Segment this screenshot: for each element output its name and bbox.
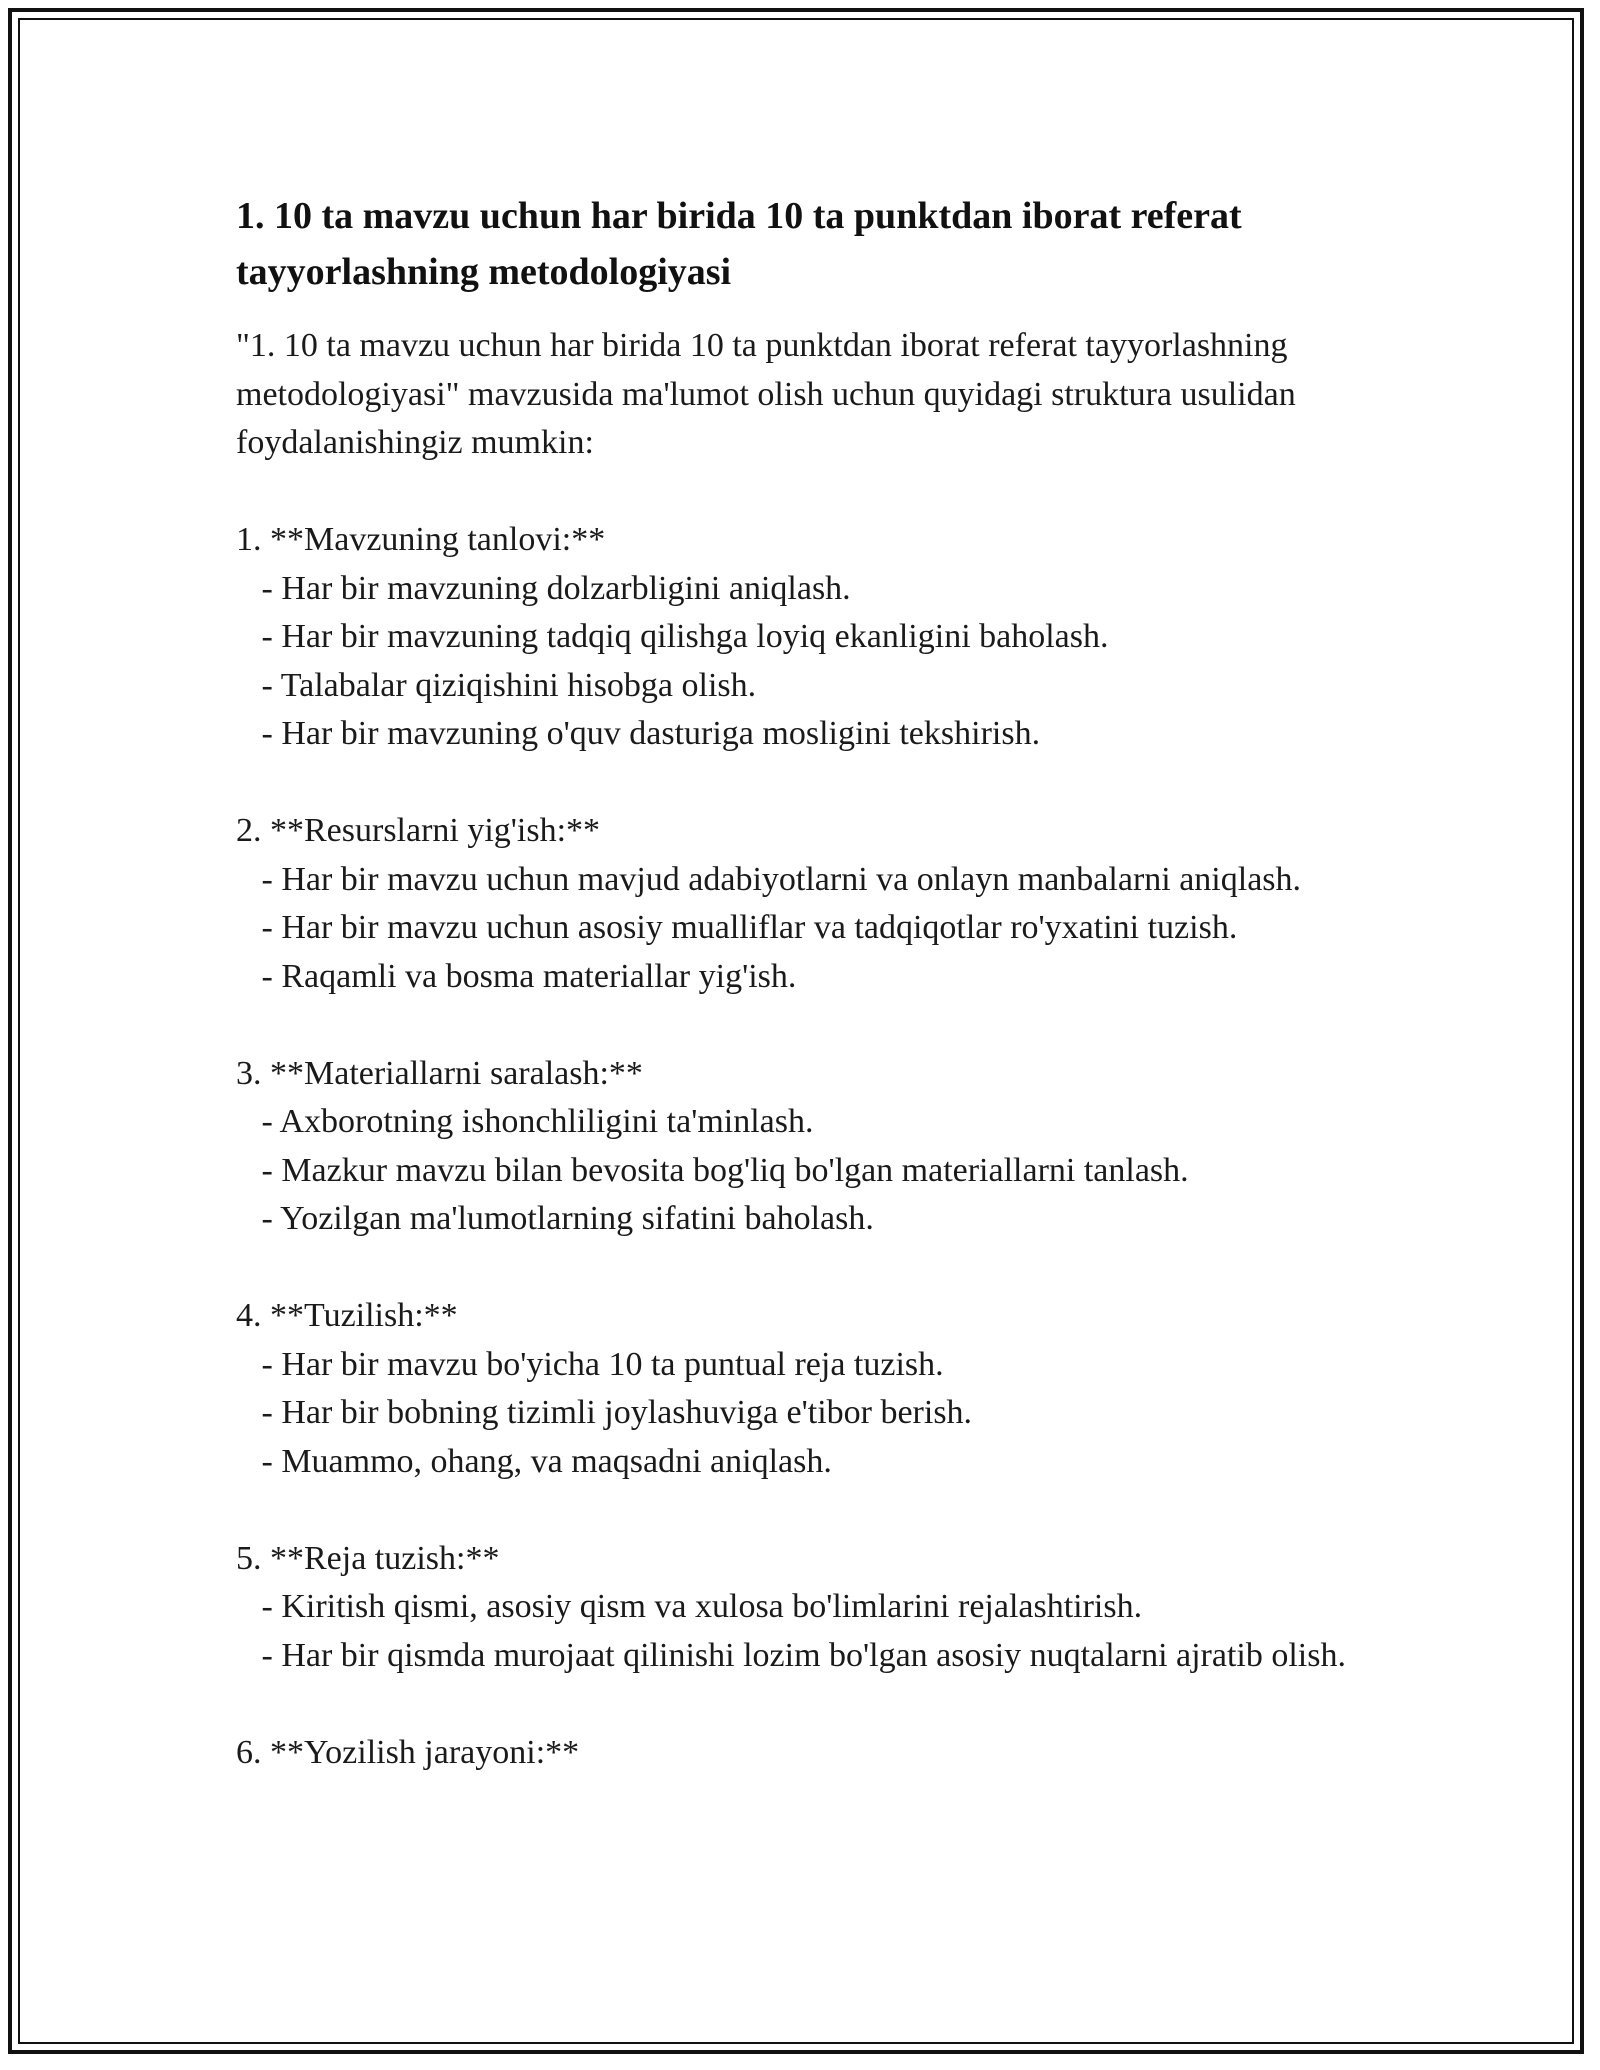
section-heading: 5. **Reja tuzish:** [236,1539,500,1577]
bullet-item [236,1389,1366,1438]
bullet-item [236,1438,1366,1487]
section-heading: 2. **Resurslarni yig'ish:** [236,812,601,849]
bullet-item [236,662,1366,711]
bullet-text: Har bir mavzuning tadqiq qilishga loyiq ekanligini baholash. [281,618,1109,655]
section-3 [236,1050,1366,1244]
bullet-text: Axborotning ishonchliligini ta'minlash. [279,1103,814,1140]
bullet-text: Mazkur mavzu bilan bevosita bog'liq bo'lgan materiallarni tanlash. [281,1151,1189,1189]
bullet-text: Har bir mavzu bo'yicha 10 ta puntual reja tuzish. [281,1345,944,1383]
bullet-item [236,904,1366,953]
section-2 [236,807,1366,1001]
bullet-item [236,1147,1366,1196]
bullet-text: Kiritish qismi, asosiy qism va xulosa bo'limlarini rejalashtirish. [281,1588,1143,1625]
bullet-dash: - [236,1442,282,1480]
section-heading: 4. **Tuzilish:** [236,1297,458,1334]
bullet-dash: - [236,569,282,607]
bullet-dash: - [236,618,282,655]
bullet-dash: - [236,1588,282,1625]
sections-container [236,516,1366,1777]
section-heading: 3. **Materiallarni saralash:** [236,1054,643,1092]
bullet-text: Yozilgan ma'lumotlarning sifatini baholash. [280,1200,874,1237]
bullet-dash: - [236,1394,282,1431]
bullet-text: Muammo, ohang, va maqsadni aniqlash. [281,1442,832,1480]
bullet-dash: - [236,1200,281,1237]
bullet-dash: - [236,1103,280,1140]
bullet-dash: - [236,715,282,752]
bullet-item [236,710,1366,759]
bullet-item [236,1632,1366,1681]
bullet-text: Har bir qismda murojaat qilinishi lozim bo'lgan asosiy nuqtalarni ajratib olish. [281,1636,1346,1674]
bullet-dash: - [236,909,282,946]
bullet-text: Har bir mavzuning o'quv dasturiga mosligini tekshirish. [281,715,1041,752]
bullet-dash: - [236,1151,282,1189]
bullet-text: Har bir mavzuning dolzarbligini aniqlash. [281,569,851,607]
bullet-text: Talabalar qiziqishini hisobga olish. [280,666,757,704]
bullet-dash: - [236,957,282,995]
section-heading: 1. **Mavzuning tanlovi:** [236,521,606,558]
section-5 [236,1535,1366,1681]
bullet-item [236,856,1366,905]
bullet-item [236,953,1366,1002]
bullet-item [236,1195,1366,1244]
bullet-dash: - [236,666,281,704]
bullet-item [236,1583,1366,1632]
bullet-item [236,1098,1366,1147]
document-body [236,188,1366,1777]
bullet-item [236,565,1366,614]
bullet-text: Har bir bobning tizimli joylashuviga e'tibor berish. [281,1394,973,1431]
bullet-text: Har bir mavzu uchun mavjud adabiyotlarni va onlayn manbalarni aniqlash. [281,860,1302,898]
section-4 [236,1292,1366,1486]
bullet-item [236,1341,1366,1390]
document-title: 1. 10 ta mavzu uchun har birida 10 ta punktdan iborat referat tayyorlashning metodologiyasi [236,195,1242,293]
bullet-dash: - [236,860,282,898]
section-6 [236,1729,1366,1778]
bullet-dash: - [236,1345,282,1383]
bullet-item [236,613,1366,662]
bullet-text: Har bir mavzu uchun asosiy mualliflar va tadqiqotlar ro'yxatini tuzish. [281,909,1238,946]
section-heading: 6. **Yozilish jarayoni:** [236,1733,580,1771]
section-1 [236,516,1366,759]
bullet-dash: - [236,1636,282,1674]
intro-paragraph: "1. 10 ta mavzu uchun har birida 10 ta punktdan iborat referat tayyorlashning metodologiyasi" mavzusida ma'lumot olish uchun quyidagi struktura usulidan foydalanishingiz mumkin: [236,327,1296,461]
bullet-text: Raqamli va bosma materiallar yig'ish. [281,957,797,995]
